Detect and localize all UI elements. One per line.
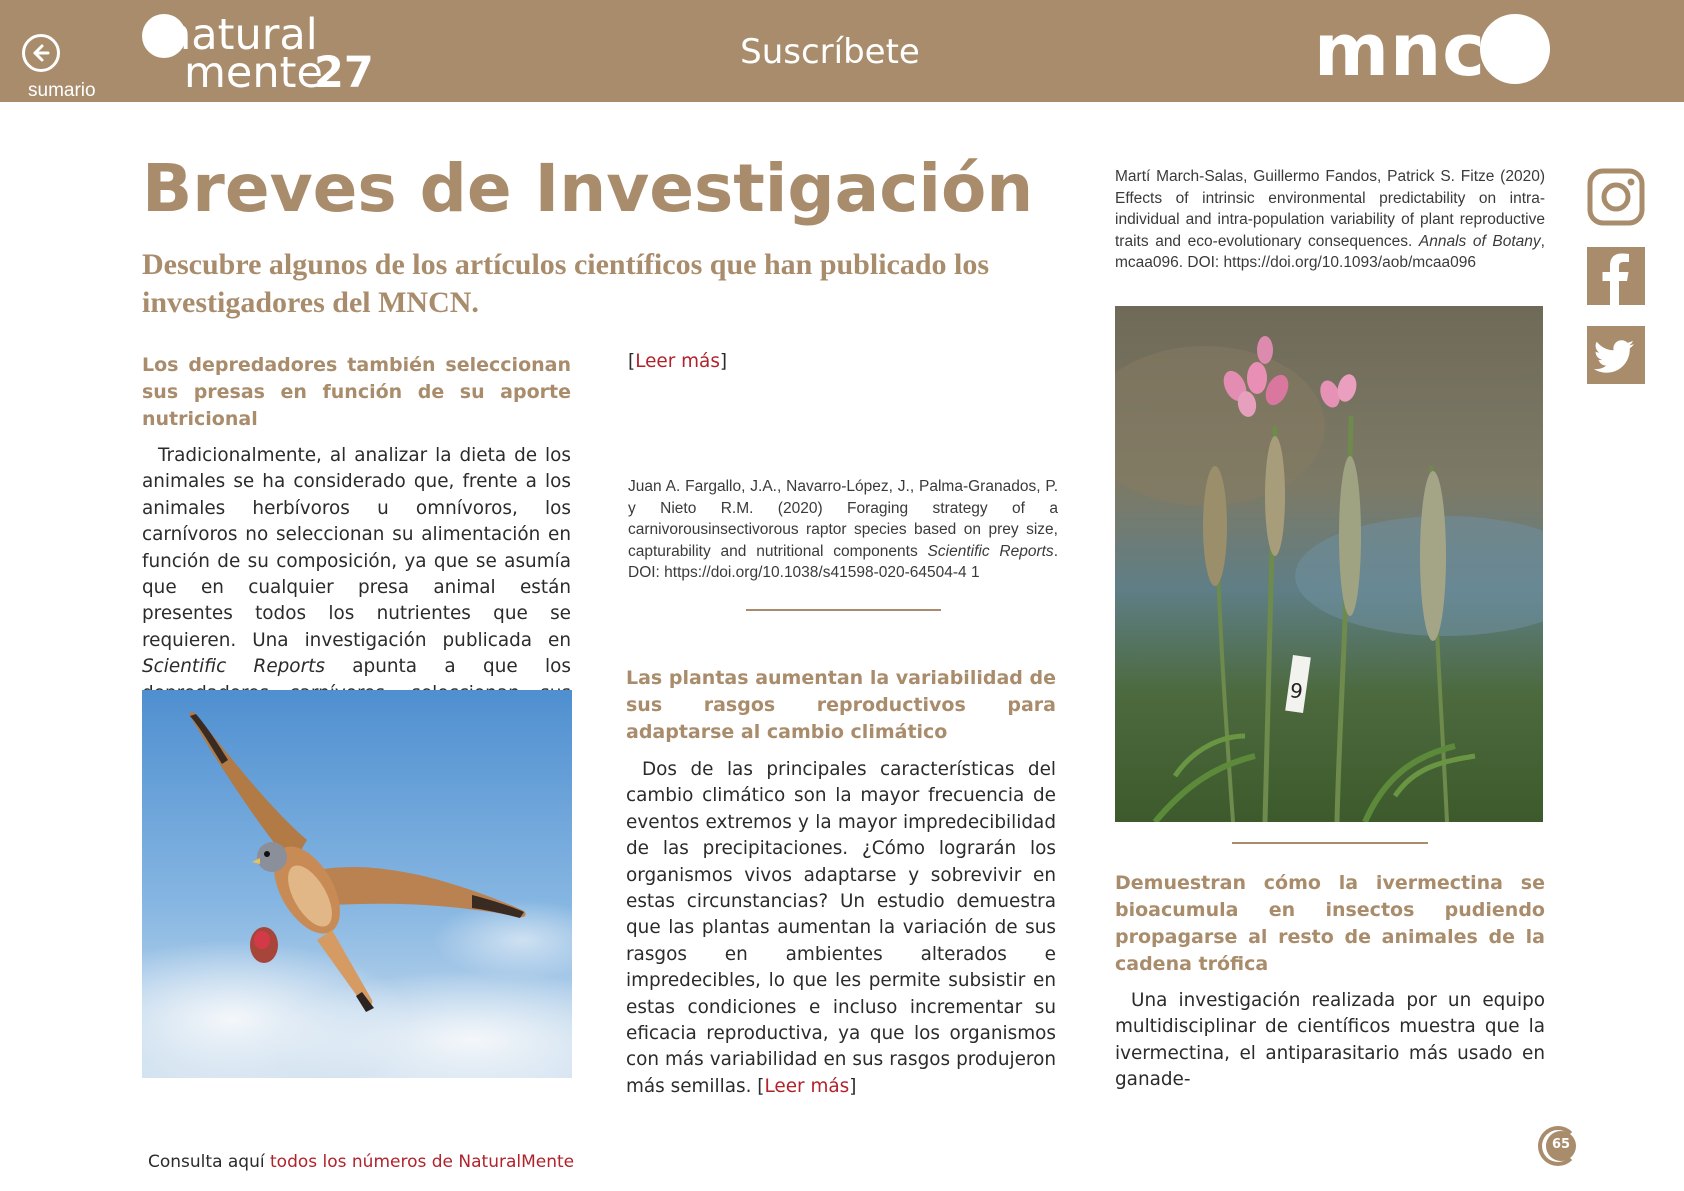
naturalmente-logo[interactable] <box>140 10 380 98</box>
footer-prefix: Consulta aquí <box>148 1152 265 1172</box>
footer <box>148 1152 574 1172</box>
article3-heading: Demuestran cómo la ivermectina se bioacumula en insectos pudiendo propagarse al resto de animales de la cadena trófica <box>1115 872 1545 975</box>
article1-reference <box>628 476 1058 584</box>
article1-body-journal: Scientific Reports <box>142 656 325 678</box>
divider <box>1232 842 1428 844</box>
article1-reference-doi: . DOI: https://doi.org/10.1038/s41598-020-64504-4 1 <box>628 542 1058 581</box>
page-number: 65 <box>1551 1137 1571 1152</box>
summary-link[interactable]: sumario <box>28 80 96 101</box>
kestrel-photo <box>142 690 572 1078</box>
twitter-icon[interactable] <box>1587 326 1645 384</box>
article1-body-text-continued: apunta a que los <box>352 656 571 678</box>
page-number-badge <box>1538 1126 1580 1166</box>
all-issues-link[interactable]: todos los números de NaturalMente <box>270 1152 575 1172</box>
article3-body: Una investigación realizada por un equipo multidisciplinar de científicos muestra que la ivermectina, el antiparasitario más usado en ganade- <box>1115 990 1545 1091</box>
divider <box>746 609 941 611</box>
issue-number: 27 <box>314 48 374 98</box>
article1-body-text: Tradicionalmente, al analizar la dieta de los animales se ha considerado que, frente a los animales herbívoros u omnívoros, los carnívoros no seleccionan su alimentación en función de su composición, ya que se asumía que en cualquier presa animal están presentes todos los nutrientes que se requieren. Una investigación publicada en <box>142 445 571 651</box>
article1-read-more-link[interactable]: Leer más <box>635 351 720 372</box>
plants-photo <box>1115 306 1543 822</box>
page-title: Breves de Investigación <box>142 150 1034 227</box>
top-bar <box>0 0 1684 102</box>
mncn-logo-text: mncn <box>1314 8 1539 92</box>
subscribe-link[interactable]: Suscríbete <box>740 32 920 72</box>
facebook-icon[interactable] <box>1587 247 1645 305</box>
mncn-logo[interactable] <box>1310 8 1550 94</box>
page-subtitle: Descubre algunos de los artículos científicos que han publicado los investigadores del MNCN. <box>142 248 990 319</box>
article1-reference-journal: Scientific Reports <box>927 542 1054 560</box>
article2-reference-text: Martí March-Salas, Guillermo Fandos, Patrick S. Fitze (2020) Effects of intrinsic environmental predictability on intra-individual and intra-population variability of plant reproductive traits and eco-evolutionary consequences. <box>1115 168 1545 250</box>
logo-line1: natural <box>164 10 318 60</box>
article2-body-text: Dos de las principales características del cambio climático son la mayor frecuencia de eventos extremos y la mayor impredecibilidad de las precipitaciones. ¿Cómo lograrán los organismos vivos adaptarse y sobrevivir en estas circunstancias? Un estudio demuestra que las plantas aumentan la variación de sus rasgos en ambientes alterados e impredecibles, lo que les permite subsistir en estas condiciones e incluso incrementar su eficacia reproductiva, ya que los organismos con más variabilidad en sus rasgos produjeron más semillas. <box>626 759 1056 1097</box>
plant-tag-number: 9 <box>1288 678 1305 704</box>
article2-reference-doi: , mcaa096. DOI: https://doi.org/10.1093/aob/mcaa096 <box>1115 232 1545 271</box>
article1-heading: Los depredadores también seleccionan sus presas en función de su aporte nutricional <box>142 354 571 430</box>
article1-reference-text: Juan A. Fargallo, J.A., Navarro-López, J., Palma-Granados, P. y Nieto R.M. (2020) Foraging strategy of a carnivorousinsectivorous raptor species based on prey size, capturability and nutritional components <box>628 478 1058 560</box>
back-arrow-icon[interactable] <box>22 34 60 72</box>
logo-line2: mente <box>184 48 323 98</box>
instagram-icon[interactable] <box>1587 168 1645 226</box>
article2-heading: Las plantas aumentan la variabilidad de sus rasgos reproductivos para adaptarse al cambio climático <box>626 667 1056 743</box>
article2-read-more-link[interactable]: Leer más <box>764 1075 850 1097</box>
article2-reference-journal: Annals of Botany <box>1418 232 1541 250</box>
article1-body-end: [Leer más] <box>628 351 728 372</box>
article2-body: Dos de las principales características del cambio climático son la mayor frecuencia de eventos extremos y la mayor impredecibilidad de las precipitaciones. ¿Cómo lograrán los organismos vivos adaptarse y sobrevivir en estas circunstancias? Un estudio demuestra que las plantas aumentan la variación de sus rasgos en ambientes alterados e impredecibles, lo que les permite subsistir en estas condiciones e incluso incrementar su eficacia reproductiva, ya que los organismos con más variabilidad en sus rasgos produjeron más semillas. [Leer más] <box>626 759 1056 1097</box>
article2-reference <box>1115 166 1545 274</box>
